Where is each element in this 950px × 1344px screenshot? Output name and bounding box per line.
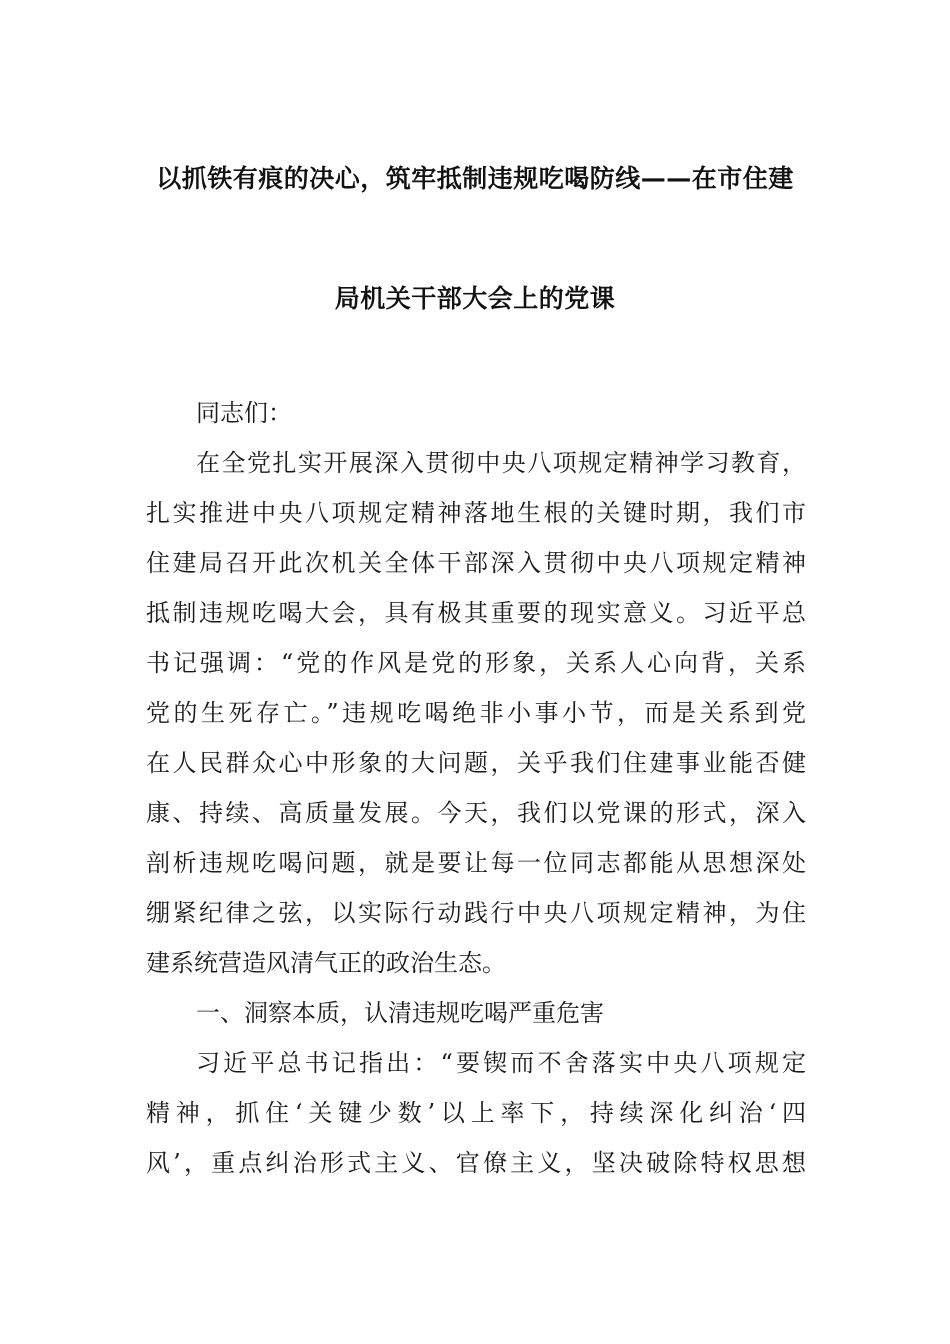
paragraph-1-line: 书记强调：“党的作风是党的形象，关系人心向背，关系 bbox=[146, 649, 806, 677]
paragraph-1-line: 党的生死存亡。”违规吃喝绝非小事小节，而是关系到党 bbox=[146, 699, 806, 727]
paragraph-1-line: 剖析违规吃喝问题，就是要让每一位同志都能从思想深处 bbox=[146, 849, 806, 877]
paragraph-1-line: 扎实推进中央八项规定精神落地生根的关键时期，我们市 bbox=[146, 499, 806, 527]
document-title-line-2: 局机关干部大会上的党课 bbox=[334, 284, 616, 313]
document-title-line-1: 以抓铁有痕的决心，筑牢抵制违规吃喝防线——在市住建 bbox=[156, 164, 794, 193]
section-heading: 一、洞察本质，认清违规吃喝严重危害 bbox=[196, 999, 604, 1027]
paragraph-1-line: 建系统营造风清气正的政治生态。 bbox=[146, 949, 506, 977]
paragraph-1-line: 绷紧纪律之弦，以实际行动践行中央八项规定精神，为住 bbox=[146, 899, 806, 927]
salutation: 同志们： bbox=[196, 399, 292, 427]
paragraph-2-line: 风’，重点纠治形式主义、官僚主义，坚决破除特权思想 bbox=[146, 1149, 806, 1177]
paragraph-1-line: 住建局召开此次机关全体干部深入贯彻中央八项规定精神 bbox=[146, 549, 806, 577]
paragraph-1-line: 康、持续、高质量发展。今天，我们以党课的形式，深入 bbox=[146, 799, 806, 827]
paragraph-2-line: 习近平总书记指出：“要锲而不舍落实中央八项规定 bbox=[196, 1049, 806, 1077]
paragraph-1-line: 在全党扎实开展深入贯彻中央八项规定精神学习教育， bbox=[196, 449, 806, 477]
paragraph-1-line: 在人民群众心中形象的大问题，关乎我们住建事业能否健 bbox=[146, 749, 806, 777]
paragraph-2-line: 精神，抓住‘关键少数’以上率下，持续深化纠治‘四 bbox=[146, 1099, 806, 1127]
paragraph-1-line: 抵制违规吃喝大会，具有极其重要的现实意义。习近平总 bbox=[146, 599, 806, 627]
